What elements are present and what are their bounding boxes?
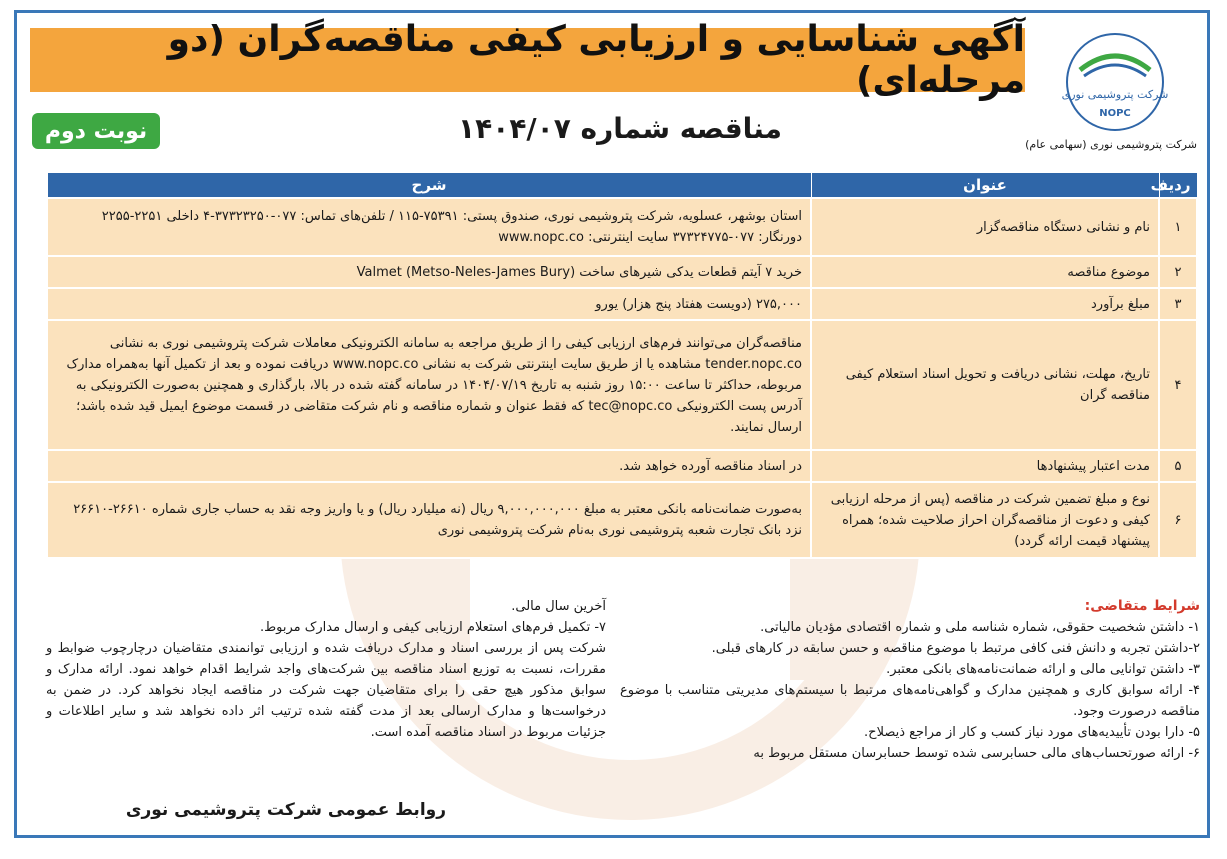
conditions-left-column [46,596,606,743]
row-number: ۱ [1159,198,1197,256]
condition-item: ۱- داشتن شخصیت حقوقی، شماره شناسه ملی و شماره اقتصادی مؤدیان مالیاتی. [760,620,1200,635]
row-description: خرید ۷ آیتم قطعات یدکی شیرهای ساخت (Valmet (Metso-Neles-James Bury [47,256,811,288]
round-badge: نوبت دوم [32,113,160,149]
header-row-no: ردیف [1159,173,1197,199]
table-row [47,198,1197,256]
conditions-right-column [620,596,1200,764]
page-title: آگهی شناسایی و ارزیابی کیفی مناقصه‌گران (دو مرحله‌ای) [167,19,1025,101]
company-caption: شرکت پتروشیمی نوری (سهامی عام) [1025,138,1197,151]
row-title: موضوع مناقصه [811,256,1159,288]
row-title: نوع و مبلغ تضمین شرکت در مناقصه (پس از مرحله ارزیابی کیفی و دعوت از مناقصه‌گران احراز صلاحیت شده؛ همراه پیشنهاد قیمت ارائه گردد) [811,482,1159,558]
row-description: استان بوشهر، عسلویه، شرکت پتروشیمی نوری، صندوق پستی: ۷۵۳۹۱-۱۱۵ / تلفن‌های تماس: ۰۷۷-۳۷۳۲۳۲۵۰-۴ داخلی ۲۲۵۱-۲۲۵۵ دورنگار: ۰۷۷-۳۷۳۲۴۷۷۵ سایت اینترنتی: www.nopc.co [47,198,811,256]
row-description: به‌صورت ضمانت‌نامه بانکی معتبر به مبلغ ۹,۰۰۰,۰۰۰,۰۰۰ ریال (نه میلیارد ریال) و یا واریز وجه نقد به حساب جاری شماره ۲۶۶۱۰-۲۶۶۱۰ نزد بانک تجارت شعبه پتروشیمی نوری به‌نام شرکت پتروشیمی نوری [47,482,811,558]
header-title: عنوان [811,173,1159,199]
header-description: شرح [47,173,811,199]
row-number: ۶ [1159,482,1197,558]
row-number: ۵ [1159,450,1197,482]
row-title: نام و نشانی دستگاه مناقصه‌گزار [811,198,1159,256]
logo-text: شرکت پتروشیمی نوری [1061,88,1169,101]
condition-item: ۶- ارائه صورتحساب‌های مالی حسابرسی شده توسط حسابرسان مستقل مربوط به [753,746,1200,761]
row-number: ۴ [1159,320,1197,450]
footer-signature: روابط عمومی شرکت پتروشیمی نوری [125,800,446,820]
logo-abbr: NOPC [1099,108,1131,119]
conditions-heading: شرایط متقاضی: [1084,598,1200,614]
table-row [47,288,1197,320]
header-band [30,19,1025,101]
tender-table [46,172,1198,559]
table-row [47,256,1197,288]
row-title: مبلغ برآورد [811,288,1159,320]
tender-number: مناقصه شماره ۱۴۰۴/۰۷ [458,111,782,145]
nopc-logo-icon [1040,30,1190,134]
condition-item: ۴- ارائه سوابق کاری و همچنین مدارک و گواهی‌نامه‌های مرتبط با سیستم‌های مدیریتی متناسب با موضوع مناقصه درصورت وجود. [620,683,1200,719]
condition-item: آخرین سال مالی. [511,599,606,614]
condition-item: ۷- تکمیل فرم‌های استعلام ارزیابی کیفی و ارسال مدارک مربوط. [259,620,606,635]
company-logo [1035,28,1195,136]
row-description: در اسناد مناقصه آورده خواهد شد. [47,450,811,482]
condition-paragraph: شرکت پس از بررسی اسناد و مدارک دریافت شده و ارزیابی توانمندی متقاضیان درچارچوب ضوابط و مقررات، نسبت به توزیع اسناد مناقصه بین شرکت‌های واجد شرایط اقدام خواهد نمود. ارائه مدارک و سوابق مذکور هیچ حقی را برای متقاضیان جهت شرکت در مناقصه ایجاد نخواهد کرد. در ضمن به درخواست‌ها و مدارک ارسالی بعد از مدت گفته شده ترتیب اثر داده نخواهد شد و سایر اطلاعات و جزئیات مربوط در اسناد مناقصه آمده است. [46,641,606,740]
table-row [47,482,1197,558]
condition-item: ۵- دارا بودن تأییدیه‌های مورد نیاز کسب و کار از مراجع ذیصلاح. [864,725,1200,740]
row-number: ۲ [1159,256,1197,288]
condition-item: ۲-داشتن تجربه و دانش فنی کافی مرتبط با موضوع مناقصه و حسن سابقه در کارهای قبلی. [711,641,1200,656]
table-row [47,320,1197,450]
row-description: ۲۷۵,۰۰۰ (دویست هفتاد پنج هزار) یورو [47,288,811,320]
condition-item: ۳- داشتن توانایی مالی و ارائه ضمانت‌نامه‌های بانکی معتبر. [886,662,1200,677]
table-row [47,450,1197,482]
row-title: تاریخ، مهلت، نشانی دریافت و تحویل اسناد استعلام کیفی مناقصه گران [811,320,1159,450]
row-number: ۳ [1159,288,1197,320]
row-title: مدت اعتبار پیشنهادها [811,450,1159,482]
table-header-row [47,173,1197,199]
row-description: مناقصه‌گران می‌توانند فرم‌های ارزیابی کیفی را از طریق مراجعه به سامانه الکترونیکی معاملات شرکت پتروشیمی نوری به نشانی tender.nopc.co مشاهده یا از طریق سایت اینترنتی شرکت به نشانی www.nopc.co دریافت نموده و بعد از تکمیل آنها به‌همراه مدارک مربوطه، حداکثر تا ساعت ۱۵:۰۰ روز شنبه به تاریخ ۱۴۰۴/۰۷/۱۹ در سامانه گفته شده در بالا، بارگذاری و همچنین به‌صورت الکترونیکی به آدرس پست الکترونیکی tec@nopc.co که فقط عنوان و شماره مناقصه و نام شرکت متقاضی در قسمت موضوع ایمیل قید شده باشد؛ ارسال نمایند. [47,320,811,450]
